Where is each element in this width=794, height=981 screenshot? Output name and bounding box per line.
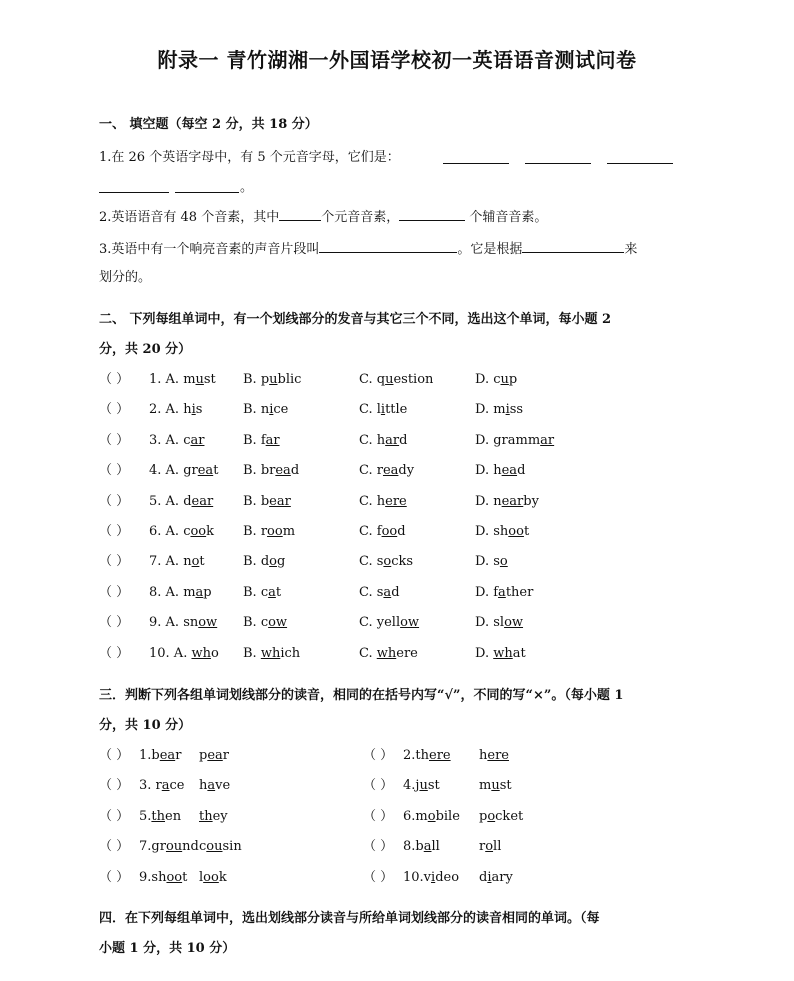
- word-part: 3. r: [139, 778, 162, 794]
- word-part: m: [282, 524, 296, 539]
- word-part: D. sl: [475, 615, 505, 631]
- word-part: 1. A. m: [149, 372, 196, 387]
- underlined-part: i: [380, 402, 386, 418]
- word-part: k: [218, 869, 227, 885]
- option-d: [475, 554, 508, 570]
- answer-blank[interactable]: [607, 151, 673, 164]
- answer-parenthesis[interactable]: （ ）: [99, 645, 130, 661]
- option-b: [243, 615, 287, 631]
- answer-blank[interactable]: [99, 180, 169, 193]
- word-part: en: [165, 808, 182, 824]
- word-part: dy: [398, 463, 415, 479]
- section3-heading-line2: 分，共 10 分）: [99, 718, 192, 733]
- underlined-part: i: [505, 402, 510, 418]
- underlined-part: ow: [198, 615, 218, 631]
- underlined-part: i: [431, 869, 436, 885]
- option-b: [243, 372, 301, 388]
- section4-heading-line2: 小题 1 分，共 10 分）: [99, 941, 236, 956]
- question-row: [99, 554, 699, 572]
- word-second: [479, 778, 512, 794]
- word-part: r: [479, 839, 486, 855]
- option-d: [475, 646, 526, 662]
- option-c: [359, 433, 407, 449]
- word-part: at: [512, 645, 526, 661]
- word-second: [199, 870, 227, 886]
- word-part: cket: [495, 808, 524, 824]
- word-part: r: [222, 748, 229, 763]
- page-title: 附录一 青竹湖湘一外国语学校初一英语语音测试问卷: [157, 48, 637, 72]
- word-part: 9. A. sn: [149, 615, 199, 631]
- word-part: bile: [435, 808, 460, 824]
- answer-parenthesis[interactable]: （ ）: [99, 432, 130, 448]
- underlined-part: wh: [493, 645, 513, 661]
- q1-end: 。: [240, 180, 254, 195]
- word-part: D. m: [475, 402, 506, 418]
- question-row: [99, 402, 699, 420]
- section1-q2: [99, 208, 547, 226]
- option-a: [149, 402, 202, 418]
- word-part: B. d: [243, 554, 270, 570]
- answer-parenthesis[interactable]: （ ）: [99, 372, 130, 387]
- word-part: blic: [277, 372, 302, 387]
- underlined-part: ea: [275, 463, 291, 479]
- underlined-part: oo: [508, 524, 524, 539]
- word-part: ther: [505, 584, 534, 600]
- word-part: d: [517, 463, 526, 479]
- underlined-part: ea: [501, 463, 518, 479]
- word-part: C. r: [359, 463, 383, 479]
- underlined-part: o: [191, 554, 200, 570]
- word-part: p: [203, 584, 212, 600]
- q3-part-d: 划分的。: [99, 270, 152, 285]
- word-part: D. sh: [475, 524, 509, 539]
- question-row: [99, 585, 699, 603]
- word-part: 5.: [139, 808, 152, 824]
- answer-blank[interactable]: [279, 208, 321, 221]
- section4-heading-line1: 四．在下列每组单词中，选出划线部分读音与所给单词划线部分的读音相同的单词。（每: [99, 911, 600, 926]
- word-part: 2.th: [403, 748, 429, 763]
- option-b: [243, 494, 291, 510]
- word-second: [479, 809, 523, 825]
- word-part: D. gramm: [475, 432, 541, 448]
- question-row: [99, 494, 699, 512]
- option-d: [475, 463, 525, 479]
- word-part: B. p: [243, 372, 270, 387]
- option-b: [243, 585, 281, 601]
- word-first: [139, 778, 185, 794]
- word-first: [403, 870, 459, 886]
- word-part: d: [397, 524, 406, 539]
- option-c: [359, 402, 407, 418]
- underlined-part: ou: [165, 839, 183, 855]
- question-row: [99, 463, 699, 481]
- section2-heading-line2: 分，共 20 分）: [99, 342, 192, 357]
- answer-parenthesis[interactable]: （ ）: [99, 748, 130, 763]
- word-part: B.: [243, 645, 261, 661]
- word-part: st: [499, 778, 512, 794]
- word-second: [199, 778, 230, 794]
- word-part: C. s: [359, 584, 384, 600]
- option-b: [243, 433, 280, 449]
- answer-parenthesis[interactable]: （ ）: [99, 463, 130, 479]
- answer-parenthesis[interactable]: （ ）: [99, 839, 130, 855]
- underlined-part: ar: [385, 432, 400, 448]
- word-part: m: [479, 778, 492, 794]
- underlined-part: oo: [203, 869, 219, 885]
- q2-part-a: 2.英语语音有 48 个音素，其中: [99, 210, 280, 225]
- option-c: [359, 554, 413, 570]
- underlined-part: a: [498, 584, 506, 600]
- word-part: D.: [475, 645, 494, 661]
- underlined-part: o: [269, 554, 277, 570]
- word-part: p: [199, 748, 208, 763]
- word-first: [139, 870, 187, 886]
- underlined-part: i: [191, 402, 196, 418]
- underlined-part: ere: [385, 493, 407, 509]
- option-a: [149, 433, 204, 449]
- word-part: estion: [393, 372, 434, 387]
- word-second: [199, 809, 228, 825]
- word-part: D. s: [475, 554, 500, 570]
- word-part: B. c: [243, 615, 269, 631]
- answer-parenthesis[interactable]: （ ）: [99, 554, 130, 570]
- word-part: deo: [435, 869, 460, 885]
- word-part: t: [275, 584, 282, 600]
- option-d: [475, 372, 517, 388]
- q2-part-b: 个元音音素，: [321, 210, 400, 225]
- option-a: [149, 615, 217, 631]
- answer-parenthesis[interactable]: （ ）: [99, 869, 130, 885]
- word-first: [139, 839, 199, 855]
- word-part: 10. A.: [149, 645, 192, 661]
- word-second: [199, 748, 229, 764]
- underlined-part: o: [383, 554, 392, 570]
- answer-blank[interactable]: [522, 240, 624, 253]
- option-a: [149, 463, 218, 479]
- question-row: [99, 372, 699, 390]
- option-c: [359, 494, 407, 510]
- question-row: [99, 646, 699, 664]
- underlined-part: ow: [400, 615, 420, 631]
- option-b: [243, 646, 300, 662]
- underlined-part: ea: [159, 748, 176, 763]
- underlined-part: i: [487, 869, 492, 885]
- section1-q1: [99, 150, 400, 166]
- word-second: [479, 748, 509, 764]
- judge-row: [363, 748, 693, 766]
- word-part: g: [276, 554, 286, 570]
- word-first: [139, 809, 181, 825]
- option-c: [359, 615, 419, 631]
- word-part: 4. A. gr: [149, 463, 198, 479]
- underlined-part: u: [491, 778, 500, 794]
- answer-parenthesis[interactable]: （ ）: [99, 402, 130, 418]
- word-part: 6.m: [403, 808, 428, 824]
- answer-parenthesis[interactable]: （ ）: [99, 524, 130, 539]
- judge-row: [363, 778, 693, 796]
- underlined-part: ear: [501, 493, 524, 509]
- section1-heading: 一、 填空题（每空 2 分，共 18 分）: [99, 117, 318, 132]
- word-first: [139, 748, 181, 764]
- underlined-part: ow: [504, 615, 524, 631]
- answer-blank[interactable]: [525, 151, 591, 164]
- judge-row: [363, 809, 693, 827]
- underlined-part: oo: [166, 869, 183, 885]
- word-part: d: [290, 463, 300, 479]
- underlined-part: ere: [429, 748, 451, 763]
- word-part: t: [199, 554, 205, 570]
- word-first: [403, 778, 440, 794]
- underlined-part: a: [161, 778, 170, 794]
- option-a: [149, 585, 212, 601]
- word-part: c: [199, 839, 207, 855]
- option-d: [475, 585, 533, 601]
- word-part: d: [479, 869, 488, 885]
- underlined-part: a: [268, 584, 276, 600]
- word-part: 1.b: [139, 748, 160, 763]
- underlined-part: a: [195, 584, 204, 600]
- section2-heading-line1: 二、 下列每组单词中，有一个划线部分的发音与其它三个不同，选出这个单词，每小题 2: [99, 312, 612, 327]
- answer-parenthesis[interactable]: （ ）: [99, 493, 130, 509]
- word-part: d: [391, 584, 400, 600]
- section1-q3: [99, 240, 637, 258]
- word-part: cks: [391, 554, 414, 570]
- word-part: p: [479, 808, 488, 824]
- underlined-part: u: [269, 372, 278, 387]
- word-part: 5. A. d: [149, 493, 192, 509]
- word-first: [403, 839, 440, 855]
- word-part: 8. A. m: [149, 584, 196, 600]
- word-part: k: [206, 524, 215, 539]
- word-part: D. c: [475, 372, 501, 387]
- answer-parenthesis[interactable]: （ ）: [363, 748, 394, 763]
- word-part: st: [427, 778, 440, 794]
- word-part: C. q: [359, 372, 386, 387]
- judge-row: [363, 870, 693, 888]
- underlined-part: oo: [381, 524, 398, 539]
- question-row: [99, 524, 699, 542]
- option-d: [475, 615, 523, 631]
- answer-parenthesis[interactable]: （ ）: [99, 615, 130, 631]
- underlined-part: ow: [268, 615, 288, 631]
- answer-blank[interactable]: [443, 151, 509, 164]
- word-second: [479, 839, 501, 855]
- option-b: [243, 463, 299, 479]
- word-part: B. n: [243, 402, 270, 418]
- underlined-part: i: [269, 402, 274, 418]
- word-part: r: [175, 748, 182, 763]
- answer-blank[interactable]: [399, 208, 465, 221]
- underlined-part: wh: [260, 645, 281, 661]
- underlined-part: o: [485, 839, 494, 855]
- word-part: 8.b: [403, 839, 424, 855]
- question-row: [99, 615, 699, 633]
- word-part: ich: [280, 645, 301, 661]
- word-part: B. r: [243, 524, 268, 539]
- option-b: [243, 554, 285, 570]
- word-part: ere: [396, 645, 418, 661]
- answer-blank[interactable]: [319, 240, 457, 253]
- answer-parenthesis[interactable]: （ ）: [99, 584, 130, 600]
- word-part: B. b: [243, 493, 270, 509]
- underlined-part: a: [207, 778, 216, 794]
- option-c: [359, 372, 433, 388]
- word-part: ttle: [385, 402, 408, 418]
- q2-part-c: 个辅音音素。: [469, 210, 548, 225]
- word-first: [403, 748, 451, 764]
- word-part: ey: [212, 808, 228, 824]
- word-part: h: [199, 778, 208, 794]
- option-c: [359, 585, 400, 601]
- underlined-part: o: [499, 554, 508, 570]
- option-a: [149, 524, 214, 540]
- word-part: by: [523, 493, 539, 509]
- word-part: p: [508, 372, 518, 387]
- option-c: [359, 463, 414, 479]
- underlined-part: o: [427, 808, 436, 824]
- word-part: C. l: [359, 402, 381, 418]
- underlined-part: u: [195, 372, 204, 387]
- q3-part-a: 3.英语中有一个响亮音素的声音片段叫: [99, 242, 320, 257]
- word-part: ary: [491, 869, 513, 885]
- option-a: [149, 554, 205, 570]
- word-part: ll: [431, 839, 440, 855]
- word-part: ve: [215, 778, 231, 794]
- underlined-part: u: [419, 778, 428, 794]
- word-part: sin: [222, 839, 242, 855]
- word-part: d: [399, 432, 408, 448]
- underlined-part: a: [383, 584, 392, 600]
- underlined-part: u: [500, 372, 509, 387]
- word-part: C. yell: [359, 615, 401, 631]
- word-part: C. s: [359, 554, 384, 570]
- word-part: ss: [509, 402, 524, 418]
- word-part: B. c: [243, 584, 269, 600]
- underlined-part: wh: [376, 645, 397, 661]
- word-part: D. f: [475, 584, 499, 600]
- q1-text: 1.在 26 个英语字母中，有 5 个元音字母，它们是：: [99, 150, 400, 165]
- option-c: [359, 524, 406, 540]
- answer-parenthesis[interactable]: （ ）: [363, 839, 394, 855]
- word-part: B. f: [243, 432, 266, 448]
- word-second: [479, 870, 513, 886]
- word-part: C. h: [359, 432, 386, 448]
- word-part: ce: [273, 402, 289, 418]
- underlined-part: ere: [487, 748, 509, 763]
- word-part: ll: [493, 839, 502, 855]
- underlined-part: wh: [191, 645, 211, 661]
- option-a: [149, 372, 216, 388]
- answer-parenthesis[interactable]: （ ）: [99, 808, 130, 824]
- q3-part-b: 。它是根据: [457, 242, 523, 257]
- option-b: [243, 524, 295, 540]
- answer-blank[interactable]: [175, 180, 239, 193]
- word-part: 7. A. n: [149, 554, 192, 570]
- underlined-part: ear: [191, 493, 214, 509]
- underlined-part: th: [151, 808, 166, 824]
- word-part: 10.v: [403, 869, 432, 885]
- option-a: [149, 494, 213, 510]
- underlined-part: th: [199, 808, 213, 824]
- underlined-part: oo: [190, 524, 207, 539]
- option-d: [475, 524, 529, 540]
- underlined-part: ea: [382, 463, 399, 479]
- word-part: h: [479, 748, 488, 763]
- word-part: t: [213, 463, 219, 479]
- word-part: t: [523, 524, 530, 539]
- underlined-part: ar: [540, 432, 555, 448]
- option-d: [475, 402, 523, 418]
- word-part: 6. A. c: [149, 524, 191, 539]
- word-part: nd: [182, 839, 199, 855]
- word-part: 2. A. h: [149, 402, 192, 418]
- judge-row: [363, 839, 693, 857]
- section3-heading-line1: 三．判断下列各组单词划线部分的读音，相同的在括号内写“√”，不同的写“×”。（每小题 1: [99, 688, 624, 703]
- answer-parenthesis[interactable]: （ ）: [99, 778, 130, 794]
- word-part: l: [199, 869, 204, 885]
- word-second: [199, 839, 242, 855]
- word-part: C. f: [359, 524, 382, 539]
- answer-parenthesis[interactable]: （ ）: [363, 869, 394, 885]
- underlined-part: u: [385, 372, 394, 387]
- option-d: [475, 494, 539, 510]
- underlined-part: ea: [197, 463, 214, 479]
- option-a: [149, 646, 219, 662]
- underlined-part: ear: [269, 493, 291, 509]
- word-part: 7.gr: [139, 839, 166, 855]
- question-row: [99, 433, 699, 451]
- answer-parenthesis[interactable]: （ ）: [363, 808, 394, 824]
- word-part: s: [195, 402, 203, 418]
- underlined-part: ar: [265, 432, 280, 448]
- word-part: D. n: [475, 493, 502, 509]
- word-part: ce: [169, 778, 185, 794]
- word-part: 4.j: [403, 778, 420, 794]
- word-part: C.: [359, 645, 377, 661]
- option-b: [243, 402, 288, 418]
- underlined-part: ar: [190, 432, 205, 448]
- q3-part-c: 来: [624, 242, 638, 257]
- underlined-part: o: [487, 808, 496, 824]
- underlined-part: oo: [267, 524, 283, 539]
- word-part: t: [182, 869, 188, 885]
- underlined-part: ea: [207, 748, 223, 763]
- option-d: [475, 433, 554, 449]
- underlined-part: a: [423, 839, 432, 855]
- word-part: D. h: [475, 463, 502, 479]
- word-part: o: [210, 645, 219, 661]
- word-part: 9.sh: [139, 869, 167, 885]
- word-part: st: [203, 372, 216, 387]
- word-part: 3. A. c: [149, 432, 191, 448]
- word-part: C. h: [359, 493, 386, 509]
- underlined-part: ou: [206, 839, 223, 855]
- word-part: B. br: [243, 463, 276, 479]
- word-first: [403, 809, 460, 825]
- option-c: [359, 646, 418, 662]
- answer-parenthesis[interactable]: （ ）: [363, 778, 394, 794]
